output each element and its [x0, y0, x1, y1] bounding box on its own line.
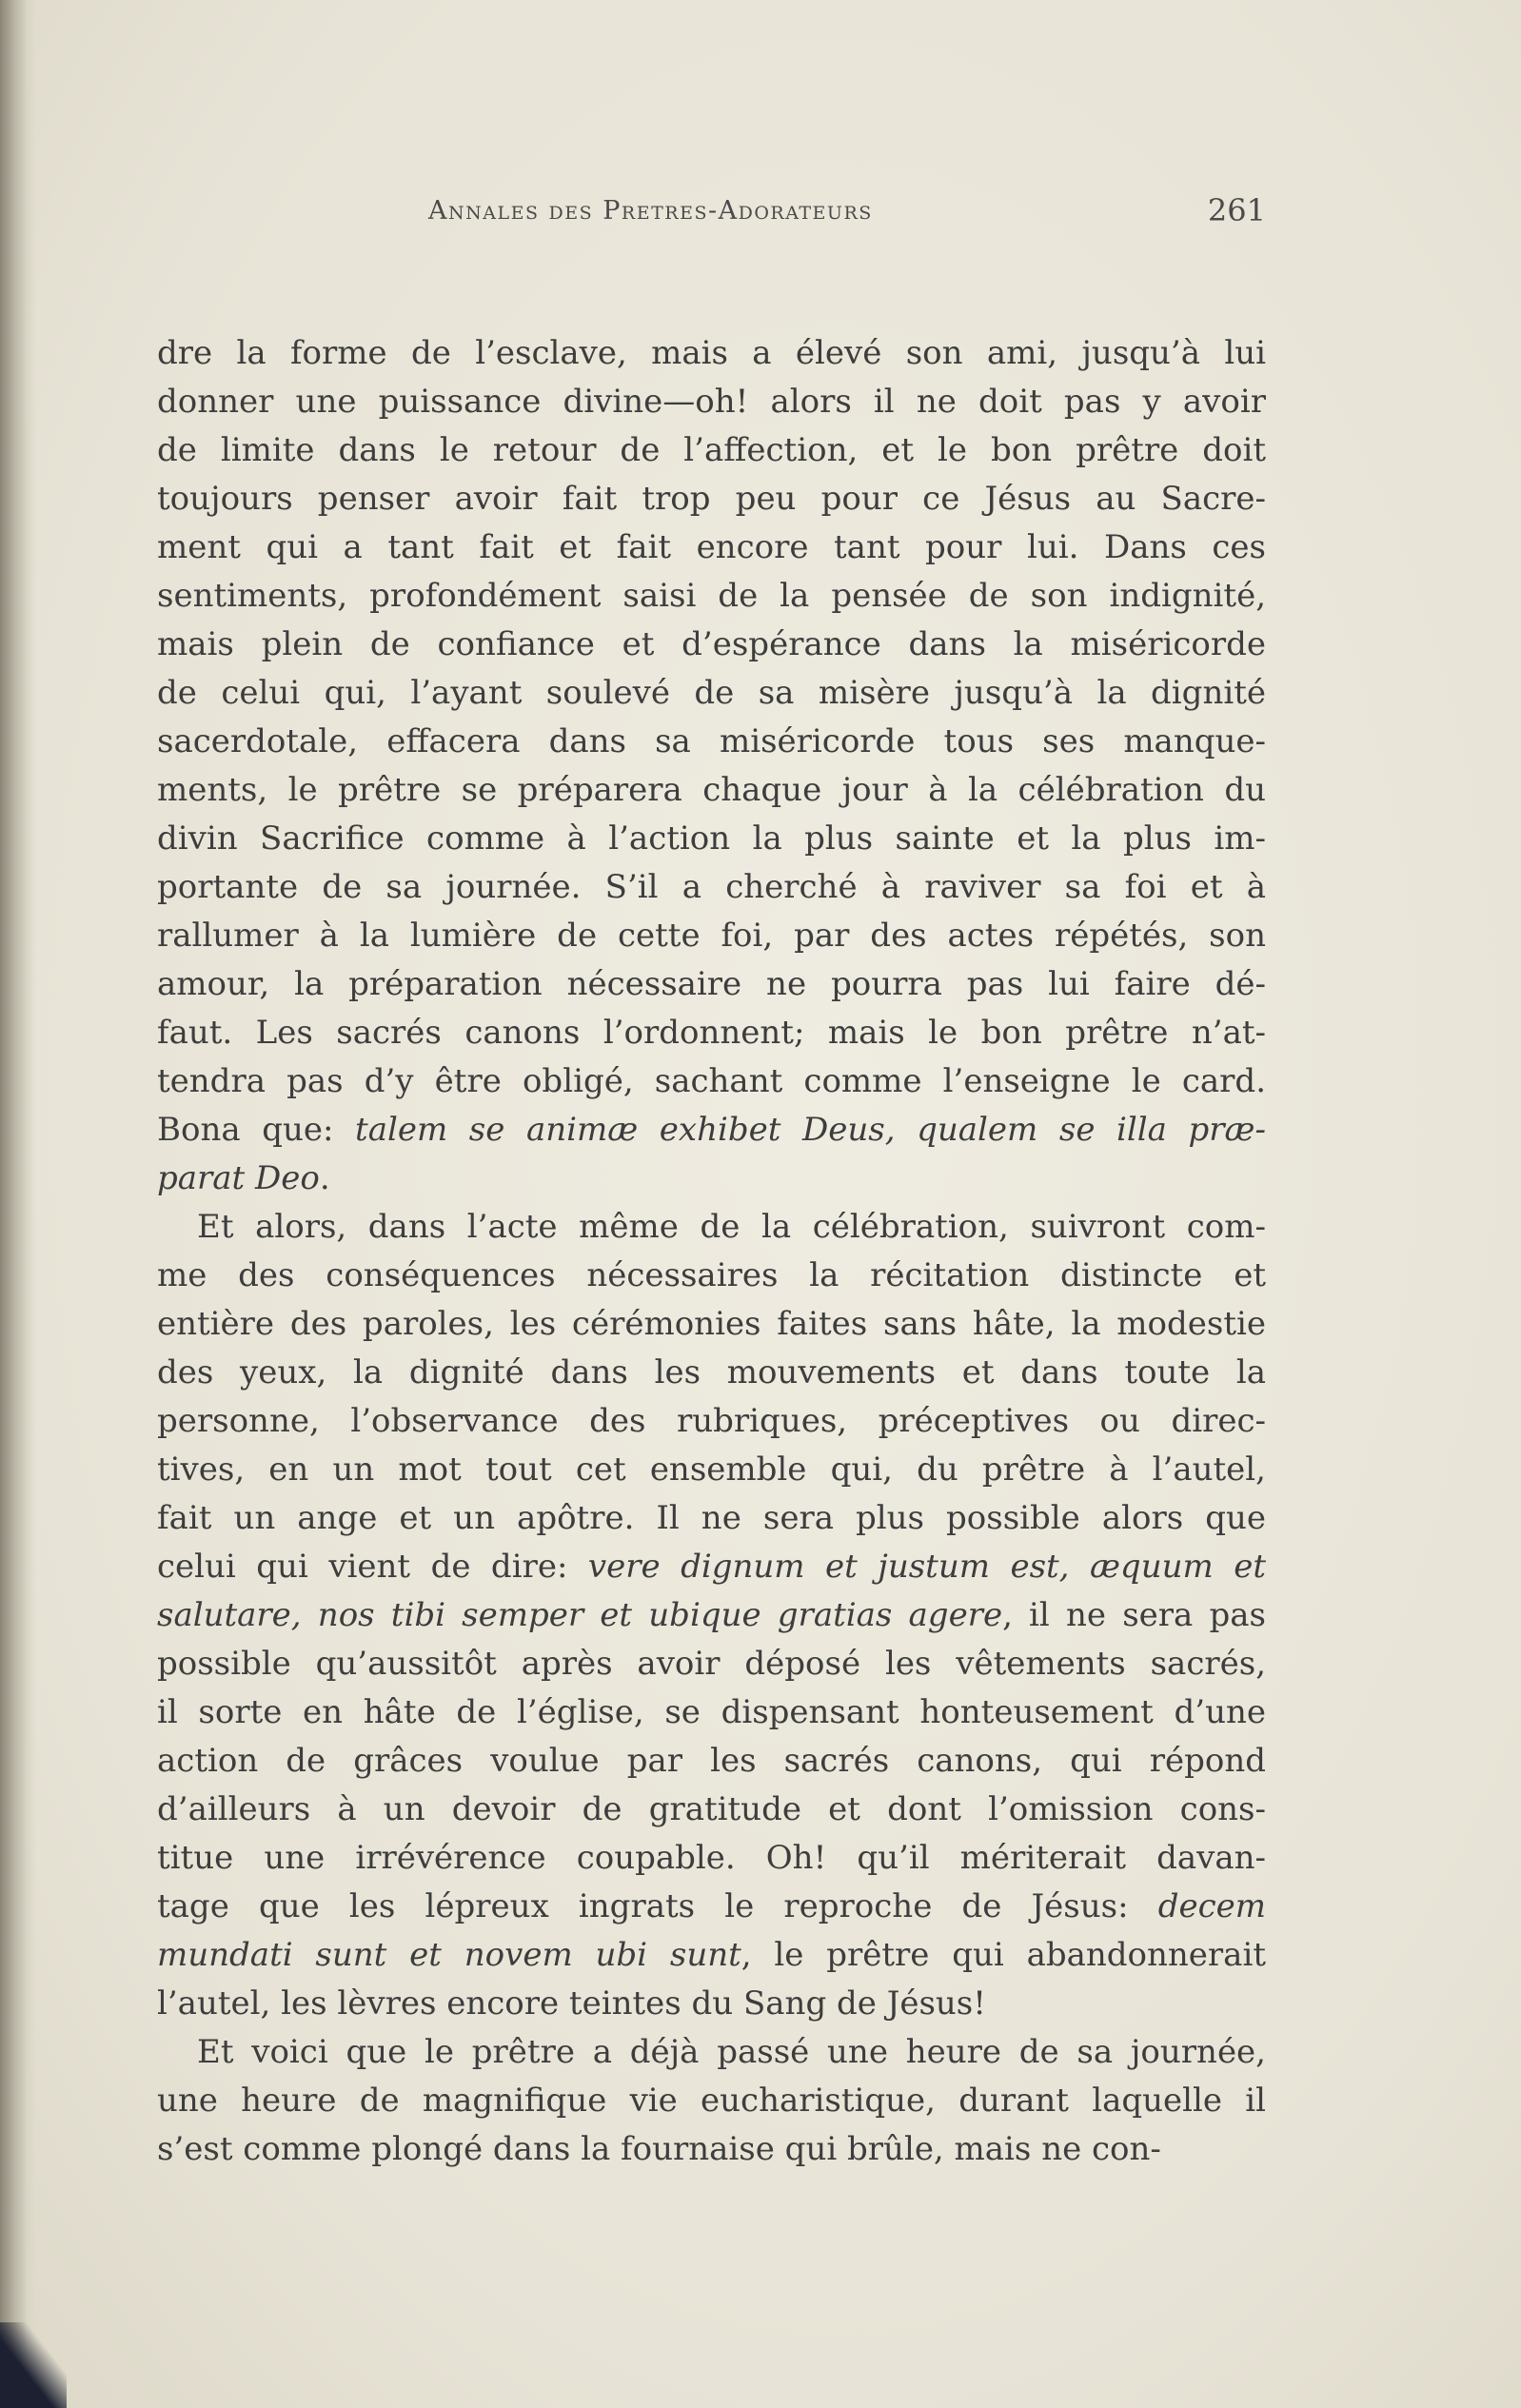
- text-segment: d’ailleurs à un devoir de gratitude et dont l’omission cons-: [157, 1790, 1266, 1828]
- text-segment: dre la forme de l’esclave, mais a élevé son ami, jusqu’à lui: [157, 334, 1266, 372]
- text-segment: mais plein de confiance et d’espérance dans la miséricorde: [157, 625, 1266, 663]
- text-segment: .: [319, 1159, 330, 1197]
- text-line: [157, 1543, 1266, 1591]
- text-segment: possible qu’aussitôt après avoir déposé les vêtements sacrés,: [157, 1645, 1266, 1683]
- text-line: [157, 1737, 1266, 1786]
- text-line: [157, 1106, 1266, 1155]
- text-segment: rallumer à la lumière de cette foi, par des actes répétés, son: [157, 917, 1266, 955]
- text-segment: sentiments, profondément saisi de la pensée de son indignité,: [157, 577, 1266, 615]
- text-segment: il sorte en hâte de l’église, se dispensant honteusement d’une: [157, 1693, 1266, 1731]
- text-segment: toujours penser avoir fait trop peu pour ce Jésus au Sacre-: [157, 480, 1266, 518]
- text-line: [157, 426, 1266, 475]
- text-segment: Bona que:: [157, 1111, 356, 1149]
- text-segment: ment qui a tant fait et fait encore tant pour lui. Dans ces: [157, 528, 1266, 566]
- text-line: [157, 2125, 1266, 2174]
- text-line: [157, 1349, 1266, 1397]
- text-segment: des yeux, la dignité dans les mouvements et dans toute la: [157, 1353, 1266, 1392]
- text-line: [157, 1155, 1266, 1203]
- text-line: [157, 863, 1266, 912]
- text-segment: donner une puissance divine—oh! alors il ne doit pas y avoir: [157, 383, 1266, 421]
- running-header: [157, 190, 1266, 238]
- text-segment: de limite dans le retour de l’affection, et le bon prêtre doit: [157, 431, 1266, 469]
- text-line: [157, 1591, 1266, 1640]
- page-corner-shadow: [0, 2322, 67, 2408]
- text-line: [157, 960, 1266, 1009]
- text-segment: personne, l’observance des rubriques, préceptives ou direc-: [157, 1402, 1266, 1440]
- text-line: [157, 329, 1266, 378]
- text-line: [157, 912, 1266, 960]
- text-line: [157, 572, 1266, 621]
- italic-text: salutare, nos tibi semper et ubique gratias agere: [157, 1596, 1003, 1634]
- text-line: [157, 2028, 1266, 2077]
- text-line: [157, 1931, 1266, 1980]
- running-title: Annales des Pretres-Adorateurs: [428, 196, 873, 226]
- text-segment: de celui qui, l’ayant soulevé de sa misère jusqu’à la dignité: [157, 674, 1266, 712]
- text-segment: tendra pas d’y être obligé, sachant comme l’enseigne le card.: [157, 1062, 1266, 1100]
- text-segment: titue une irrévérence coupable. Oh! qu’il mériterait davan-: [157, 1839, 1266, 1877]
- text-segment: Et alors, dans l’acte même de la célébration, suivront com-: [197, 1208, 1266, 1246]
- text-segment: tives, en un mot tout cet ensemble qui, du prêtre à l’autel,: [157, 1451, 1266, 1489]
- text-segment: amour, la préparation nécessaire ne pourra pas lui faire dé-: [157, 965, 1266, 1003]
- text-line: [157, 1834, 1266, 1883]
- italic-text: vere dignum et justum est, æquum et: [587, 1548, 1266, 1586]
- text-line: [157, 1446, 1266, 1494]
- text-line: [157, 2077, 1266, 2125]
- italic-text: parat Deo: [157, 1159, 320, 1197]
- page-gutter-shadow: [0, 0, 36, 2408]
- text-segment: s’est comme plongé dans la fournaise qui brûle, mais ne con-: [157, 2130, 1161, 2168]
- text-segment: l’autel, les lèvres encore teintes du Sang de Jésus!: [157, 1984, 986, 2023]
- text-line: [157, 1883, 1266, 1931]
- text-line: [157, 718, 1266, 766]
- text-line: [157, 1203, 1266, 1252]
- text-line: [157, 1009, 1266, 1057]
- text-line: [157, 1397, 1266, 1446]
- text-line: [157, 475, 1266, 523]
- text-line: [157, 1640, 1266, 1688]
- text-line: [157, 1057, 1266, 1106]
- page-number: 261: [1207, 192, 1266, 228]
- text-line: [157, 669, 1266, 718]
- text-line: [157, 621, 1266, 669]
- text-line: [157, 523, 1266, 572]
- italic-text: talem se animæ exhibet Deus, qualem se illa præ-: [355, 1111, 1266, 1149]
- text-segment: Et voici que le prêtre a déjà passé une heure de sa journée,: [197, 2033, 1266, 2071]
- text-segment: entière des paroles, les cérémonies faites sans hâte, la modestie: [157, 1305, 1266, 1343]
- text-line: [157, 1252, 1266, 1300]
- text-line: [157, 1688, 1266, 1737]
- text-segment: fait un ange et un apôtre. Il ne sera plus possible alors que: [157, 1499, 1266, 1537]
- text-line: [157, 378, 1266, 426]
- text-segment: ments, le prêtre se préparera chaque jour à la célébration du: [157, 771, 1266, 809]
- text-line: [157, 1494, 1266, 1543]
- text-segment: action de grâces voulue par les sacrés canons, qui répond: [157, 1742, 1266, 1780]
- text-segment: une heure de magnifique vie eucharistique, durant laquelle il: [157, 2082, 1266, 2120]
- text-segment: faut. Les sacrés canons l’ordonnent; mais le bon prêtre n’at-: [157, 1014, 1266, 1052]
- text-segment: sacerdotale, effacera dans sa miséricorde tous ses manque-: [157, 722, 1266, 760]
- text-segment: divin Sacrifice comme à l’action la plus sainte et la plus im-: [157, 819, 1266, 858]
- text-line: [157, 1786, 1266, 1834]
- text-segment: tage que les lépreux ingrats le reproche de Jésus:: [157, 1887, 1158, 1925]
- text-segment: celui qui vient de dire:: [157, 1548, 588, 1586]
- italic-text: mundati sunt et novem ubi sunt: [157, 1936, 741, 1974]
- text-line: [157, 766, 1266, 815]
- body-text: [157, 329, 1266, 2174]
- text-segment: , il ne sera pas: [1002, 1596, 1266, 1634]
- text-line: [157, 815, 1266, 863]
- text-segment: , le prêtre qui abandonnerait: [741, 1936, 1266, 1974]
- text-line: [157, 1980, 1266, 2028]
- text-segment: me des conséquences nécessaires la récitation distincte et: [157, 1256, 1266, 1294]
- italic-text: decem: [1157, 1887, 1266, 1925]
- text-segment: portante de sa journée. S’il a cherché à raviver sa foi et à: [157, 868, 1266, 906]
- text-line: [157, 1300, 1266, 1349]
